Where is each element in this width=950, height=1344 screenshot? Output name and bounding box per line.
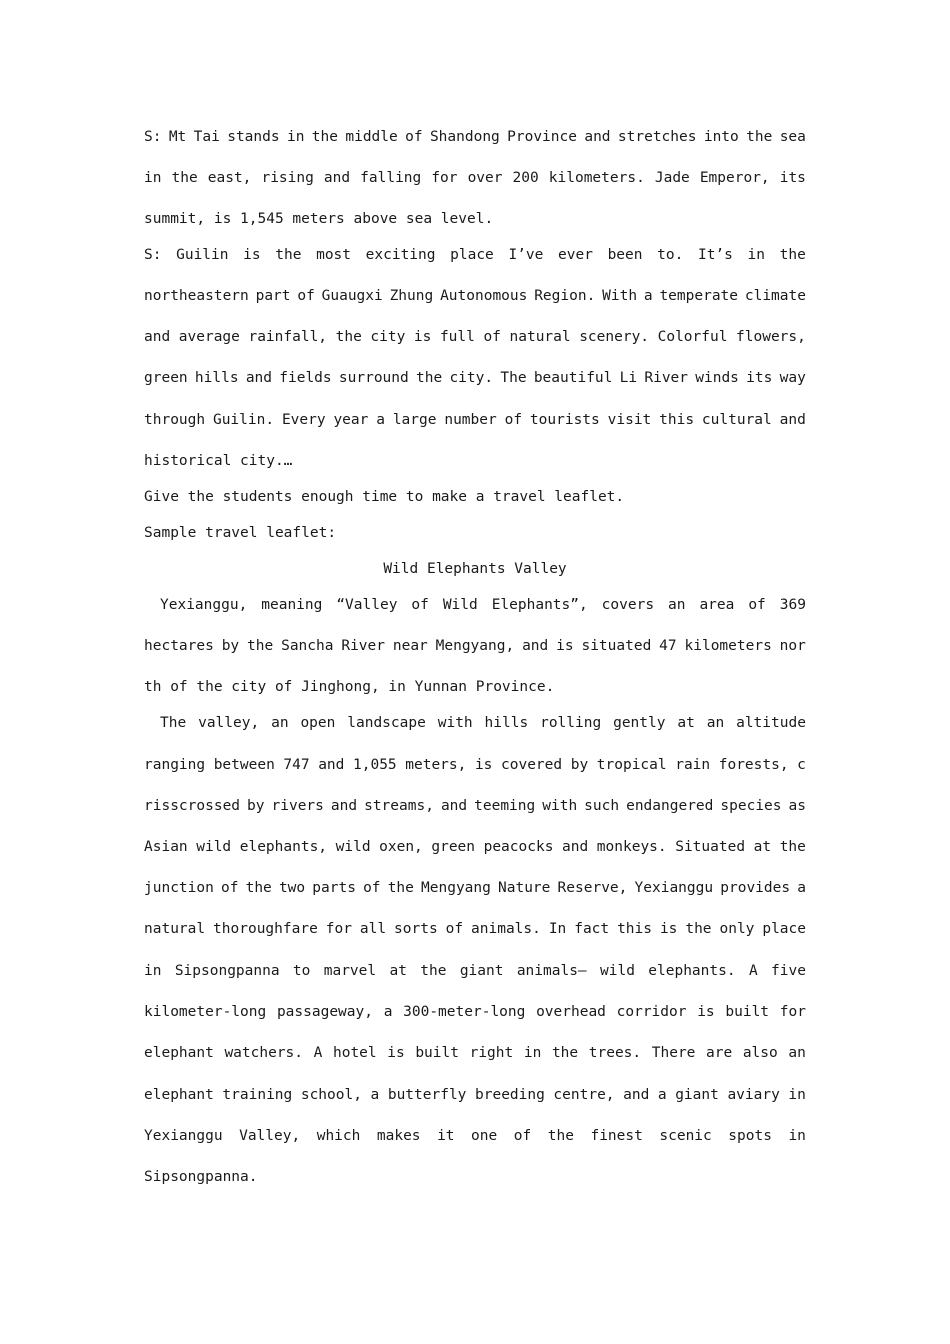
text-line: elephant watchers. A hotel is built right in the trees. There are also an bbox=[144, 1045, 806, 1061]
text-line: historical city.… bbox=[144, 453, 293, 469]
text-line: hectares by the Sancha River near Mengyang, and is situated 47 kilometers nor bbox=[144, 638, 806, 654]
text-line: summit, is 1,545 meters above sea level. bbox=[144, 211, 494, 227]
text-line: risscrossed by rivers and streams, and teeming with such endangered species as bbox=[144, 798, 806, 814]
text-line: kilometer-long passageway, a 300-meter-long overhead corridor is built for bbox=[144, 1004, 806, 1020]
text-line: in the east, rising and falling for over 200 kilometers. Jade Emperor, its bbox=[144, 170, 806, 186]
text-line: The valley, an open landscape with hills rolling gently at an altitude bbox=[160, 715, 806, 731]
text-line: ranging between 747 and 1,055 meters, is covered by tropical rain forests, c bbox=[144, 757, 806, 773]
text-line: th of the city of Jinghong, in Yunnan Province. bbox=[144, 679, 555, 695]
text-line: northeastern part of Guaugxi Zhung Autonomous Region. With a temperate climate bbox=[144, 288, 806, 304]
text-line: green hills and fields surround the city. The beautiful Li River winds its way bbox=[144, 370, 806, 386]
text-line: Sample travel leaflet: bbox=[144, 525, 337, 541]
text-line: elephant training school, a butterfly breeding centre, and a giant aviary in bbox=[144, 1087, 806, 1103]
text-line: natural thoroughfare for all sorts of animals. In fact this is the only place bbox=[144, 921, 806, 937]
text-line: in Sipsongpanna to marvel at the giant animals— wild elephants. A five bbox=[144, 963, 806, 979]
text-line: and average rainfall, the city is full of natural scenery. Colorful flowers, bbox=[144, 329, 806, 345]
text-line: through Guilin. Every year a large number of tourists visit this cultural and bbox=[144, 412, 806, 428]
text-line: Sipsongpanna. bbox=[144, 1169, 258, 1185]
text-line: Give the students enough time to make a travel leaflet. bbox=[144, 489, 625, 505]
text-line: S: Mt Tai stands in the middle of Shandong Province and stretches into the sea bbox=[144, 129, 806, 145]
text-line: Yexianggu, meaning “Valley of Wild Elephants”, covers an area of 369 bbox=[160, 597, 806, 613]
text-line: Asian wild elephants, wild oxen, green peacocks and monkeys. Situated at the bbox=[144, 839, 806, 855]
text-line: Yexianggu Valley, which makes it one of the finest scenic spots in bbox=[144, 1128, 806, 1144]
leaflet-title: Wild Elephants Valley bbox=[383, 561, 567, 577]
text-line: S: Guilin is the most exciting place I’ve ever been to. It’s in the bbox=[144, 247, 806, 263]
text-line: junction of the two parts of the Mengyang Nature Reserve, Yexianggu provides a bbox=[144, 880, 806, 896]
